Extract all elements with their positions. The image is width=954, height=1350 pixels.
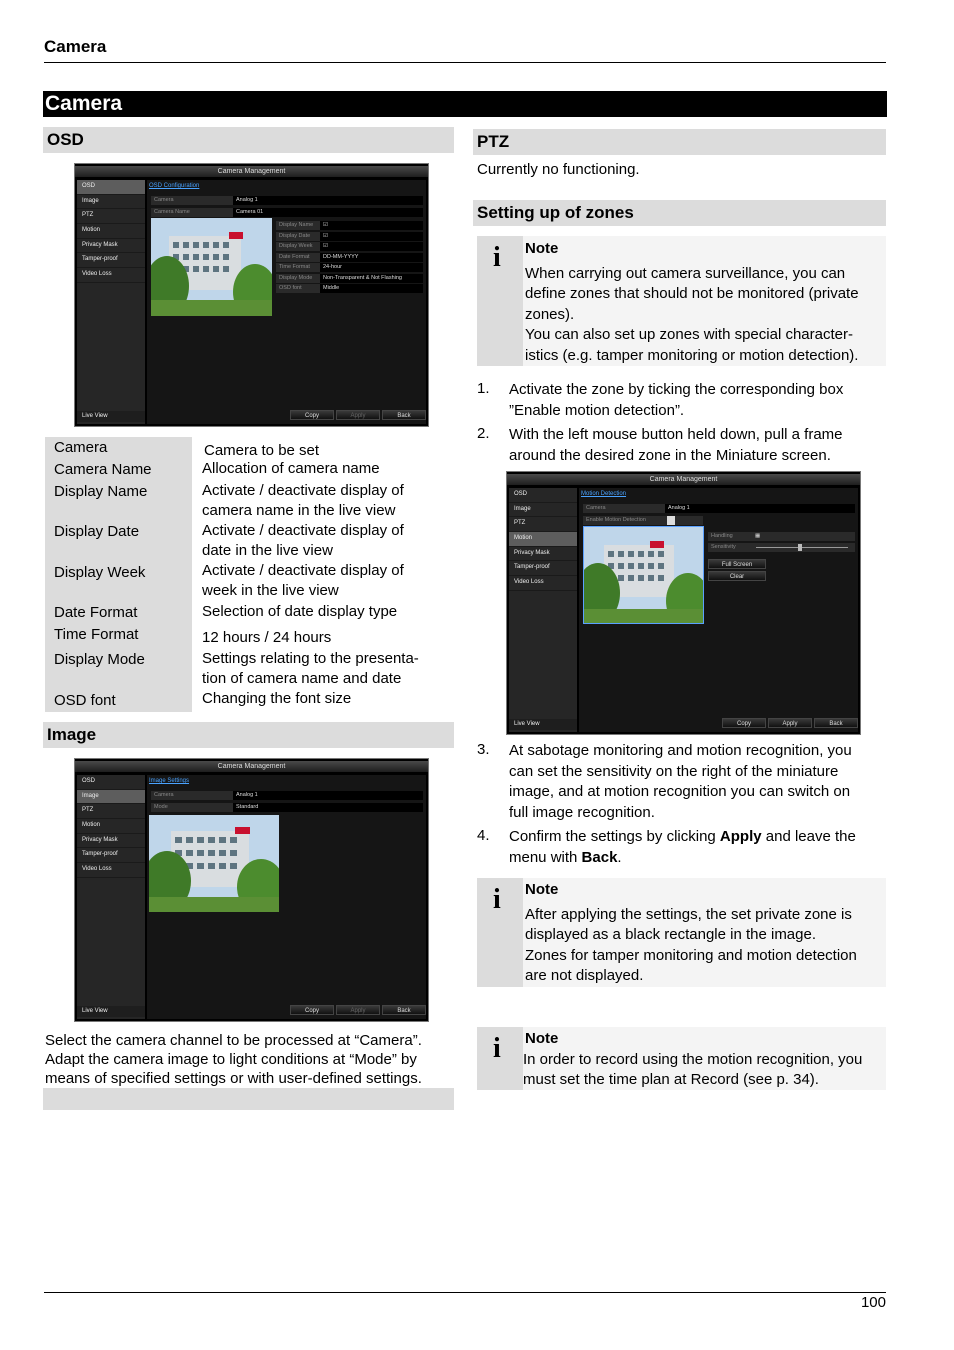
menu-item-image[interactable]: Image xyxy=(77,195,145,210)
menu-item-ptz[interactable]: PTZ xyxy=(77,804,145,819)
note-line: Zones for tamper monitoring and motion detection xyxy=(525,946,857,964)
setting-row-osd-font[interactable]: OSD font Middle xyxy=(276,284,423,293)
setting-row-display-name[interactable]: Display Name ☑ xyxy=(276,221,423,230)
step-text: At sabotage monitoring and motion recognition, you can set the sensitivity on the right of the miniature image, and at motion recognition you can switch on full image recognition. xyxy=(509,742,852,821)
empty-section-bar xyxy=(43,1088,454,1110)
live-view-button[interactable]: Live View xyxy=(77,411,145,422)
step-text: With the left mouse button held down, pull a frame around the desired zone in the Miniature screen. xyxy=(509,426,843,464)
note-line: displayed as a black rectangle in the image. xyxy=(525,926,817,943)
footer-rule xyxy=(44,1292,886,1293)
step-text: Confirm the settings by clicking Apply and leave the menu with Back. xyxy=(509,828,856,866)
table-key: Camera Name xyxy=(54,461,152,478)
sensitivity-row[interactable]: Sensitivity xyxy=(708,543,855,552)
page-number: 100 xyxy=(860,1294,886,1311)
note-title: Note xyxy=(525,240,559,257)
copy-button[interactable]: Copy xyxy=(290,1005,334,1015)
step-number: 2. xyxy=(477,425,490,442)
camera-name-row[interactable]: Camera Name Camera 01 xyxy=(151,208,423,217)
step-number: 4. xyxy=(477,827,490,844)
back-label: Back xyxy=(581,848,618,866)
step-number: 3. xyxy=(477,741,490,758)
table-key: Display Date xyxy=(54,523,140,540)
slider-handle[interactable] xyxy=(798,544,802,551)
checkbox[interactable] xyxy=(667,516,675,525)
table-key: Camera xyxy=(54,439,108,456)
image-screenshot xyxy=(74,758,429,1022)
menu-item-osd[interactable]: OSD xyxy=(77,180,145,195)
table-value: Allocation of camera name xyxy=(202,460,380,477)
image-description: Select the camera channel to be processed at “Camera”. Adapt the camera image to light conditions at “Mode” by means of specified settings or with user-defined settings. xyxy=(45,1032,422,1087)
apply-label: Apply xyxy=(719,828,762,845)
menu-item-osd[interactable]: OSD xyxy=(509,488,577,503)
note-line: In order to record using the motion recognition, you xyxy=(523,1050,863,1068)
handling-row[interactable]: Handling ▦ xyxy=(708,532,855,541)
menu-item-ptz[interactable]: PTZ xyxy=(509,517,577,532)
note-title: Note xyxy=(525,1030,559,1047)
live-view-button[interactable]: Live View xyxy=(509,719,577,730)
camera-preview-image xyxy=(151,218,272,316)
table-key: Time Format xyxy=(54,626,139,643)
window-title: Camera Management xyxy=(75,166,428,177)
table-key: OSD font xyxy=(54,692,116,709)
main-title-bar xyxy=(43,91,887,117)
mode-row[interactable]: Mode Standard xyxy=(151,803,423,812)
ptz-text: Currently no functioning. xyxy=(477,161,640,178)
note-line: are not displayed. xyxy=(525,967,644,984)
menu-item-tamper-proof[interactable]: Tamper-proof xyxy=(77,848,145,863)
camera-preview-image xyxy=(149,815,279,912)
table-key: Display Mode xyxy=(54,651,145,668)
running-header: Camera xyxy=(44,37,107,56)
settings-pane xyxy=(579,488,858,732)
motion-screenshot xyxy=(506,471,861,735)
note-box xyxy=(477,1027,886,1090)
camera-row[interactable]: Camera Analog 1 xyxy=(151,791,423,800)
menu-item-privacy-mask[interactable]: Privacy Mask xyxy=(77,239,145,254)
note-line: You can also set up zones with special character- xyxy=(525,326,853,343)
note-title: Note xyxy=(525,881,559,898)
clear-button[interactable]: Clear xyxy=(708,571,766,581)
window-title: Camera Management xyxy=(75,761,428,772)
setting-row-date-format[interactable]: Date Format DD-MM-YYYY xyxy=(276,253,423,262)
setting-row-display-mode[interactable]: Display Mode Non-Transparent & Not Flashing xyxy=(276,274,423,283)
note-box xyxy=(477,236,886,366)
live-view-button[interactable]: Live View xyxy=(77,1006,145,1017)
main-title: Camera xyxy=(45,92,123,115)
settings-pane xyxy=(147,775,426,1019)
menu-item-image[interactable]: Image xyxy=(509,503,577,518)
menu-item-video-loss[interactable]: Video Loss xyxy=(509,576,577,591)
step-number: 1. xyxy=(477,380,490,397)
settings-menu xyxy=(77,775,145,1019)
image-section-title: Image xyxy=(43,722,454,748)
step-text: Activate the zone by ticking the corresponding box ”Enable motion detection”. xyxy=(509,381,844,419)
apply-button[interactable]: Apply xyxy=(336,410,380,420)
menu-item-privacy-mask[interactable]: Privacy Mask xyxy=(509,547,577,562)
menu-item-motion[interactable]: Motion xyxy=(77,224,145,239)
ptz-section-title: PTZ xyxy=(473,129,886,155)
zones-section-title: Setting up of zones xyxy=(473,200,886,226)
back-button[interactable]: Back xyxy=(382,410,426,420)
copy-button[interactable]: Copy xyxy=(290,410,334,420)
table-key: Display Name xyxy=(54,483,148,500)
tab-motion-detection[interactable]: Motion Detection xyxy=(581,491,627,497)
full-screen-button[interactable]: Full Screen xyxy=(708,559,766,569)
camera-row[interactable]: Camera Analog 1 xyxy=(583,504,855,513)
tab-image-settings[interactable]: Image Settings xyxy=(149,778,190,784)
table-key: Display Week xyxy=(54,564,146,581)
menu-item-video-loss[interactable]: Video Loss xyxy=(77,268,145,283)
back-button[interactable]: Back xyxy=(382,1005,426,1015)
back-button[interactable]: Back xyxy=(814,718,858,728)
info-icon: i xyxy=(493,1033,501,1064)
tab-osd-configuration[interactable]: OSD Configuration xyxy=(149,183,200,189)
menu-item-osd[interactable]: OSD xyxy=(77,775,145,790)
table-value: Camera to be set xyxy=(204,442,320,459)
table-value: Activate / deactivate display of camera name in the live view xyxy=(202,482,404,519)
settings-pane xyxy=(147,180,426,424)
note-line: zones). xyxy=(525,305,575,323)
info-icon: i xyxy=(493,242,501,273)
table-value: Activate / deactivate display of date in the live view xyxy=(202,522,404,559)
osd-screenshot xyxy=(74,163,429,427)
note-line: When carrying out camera surveillance, you can xyxy=(525,264,846,282)
table-value: Activate / deactivate display of week in the live view xyxy=(202,562,404,599)
menu-item-ptz[interactable]: PTZ xyxy=(77,209,145,224)
table-value: 12 hours / 24 hours xyxy=(202,629,332,646)
copy-button[interactable]: Copy xyxy=(722,718,766,728)
menu-item-video-loss[interactable]: Video Loss xyxy=(77,863,145,878)
note-line: istics (e.g. tamper monitoring or motion detection). xyxy=(525,346,859,364)
settings-menu xyxy=(509,488,577,732)
setting-row-display-date[interactable]: Display Date ☑ xyxy=(276,232,423,241)
apply-button[interactable]: Apply xyxy=(336,1005,380,1015)
note-line: define zones that should not be monitored (private xyxy=(525,285,859,302)
menu-item-tamper-proof[interactable]: Tamper-proof xyxy=(77,253,145,268)
sensitivity-slider[interactable] xyxy=(756,547,848,548)
table-value: Changing the font size xyxy=(202,690,352,707)
menu-item-tamper-proof[interactable]: Tamper-proof xyxy=(509,561,577,576)
settings-menu xyxy=(77,180,145,424)
setting-row-display-week[interactable]: Display Week ☑ xyxy=(276,242,423,251)
header-rule xyxy=(44,62,886,63)
osd-section-title: OSD xyxy=(43,127,454,153)
miniature-screen[interactable] xyxy=(583,526,704,624)
table-key: Date Format xyxy=(54,604,138,621)
menu-item-image[interactable]: Image xyxy=(77,790,145,805)
apply-button[interactable]: Apply xyxy=(768,718,812,728)
table-value: Settings relating to the presenta-tion of camera name and date xyxy=(202,650,419,687)
menu-item-motion[interactable]: Motion xyxy=(509,532,577,547)
menu-item-privacy-mask[interactable]: Privacy Mask xyxy=(77,834,145,849)
setting-row-time-format[interactable]: Time Format 24-hour xyxy=(276,263,423,272)
camera-row[interactable]: Camera Analog 1 xyxy=(151,196,423,205)
note-line: must set the time plan at Record (see p. 34). xyxy=(523,1071,819,1088)
menu-item-motion[interactable]: Motion xyxy=(77,819,145,834)
note-box xyxy=(477,878,886,987)
window-title: Camera Management xyxy=(507,474,860,485)
info-icon: i xyxy=(493,884,501,915)
enable-motion-detection-row[interactable]: Enable Motion Detection xyxy=(583,516,703,525)
note-line: After applying the settings, the set private zone is xyxy=(525,905,852,923)
table-value: Selection of date display type xyxy=(202,603,398,620)
